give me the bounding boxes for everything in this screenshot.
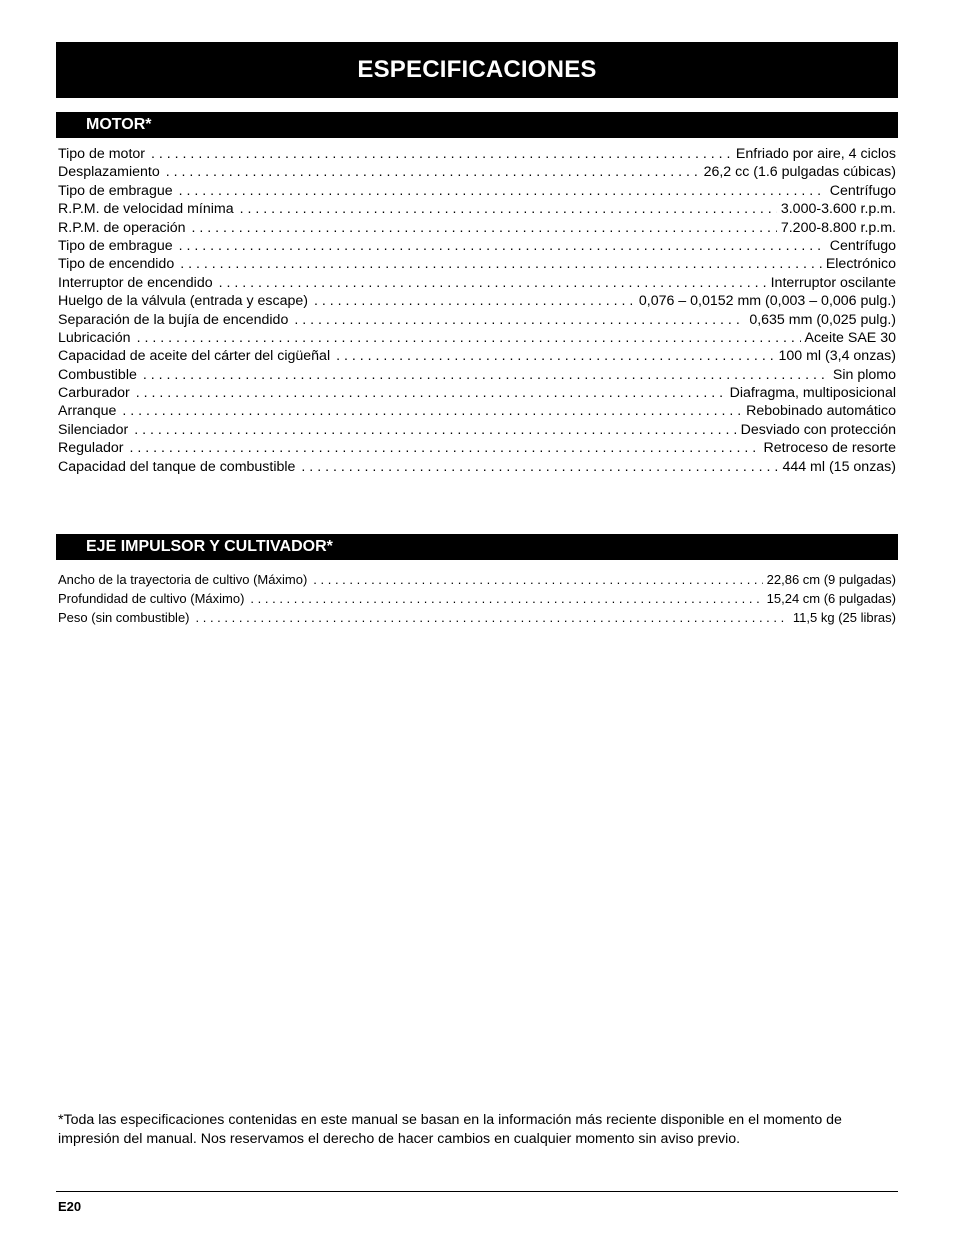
- spec-label: Capacidad del tanque de combustible: [58, 458, 296, 475]
- spec-row: [58, 590, 896, 609]
- dot-leader: [240, 200, 777, 218]
- spec-value: Retroceso de resorte: [763, 440, 896, 457]
- dot-leader: [196, 609, 789, 628]
- spec-value: 15,24 cm (6 pulgadas): [766, 590, 896, 606]
- footnote: *Toda las especificaciones contenidas en este manual se basan en la información más reciente disponible en el momento de impresión del manual. Nos reservamos el derecho de hacer cambios en cualquier momento sin aviso previo.: [58, 1112, 842, 1147]
- motor-spec-list: [58, 145, 896, 476]
- spec-label: Tipo de embrague: [58, 182, 173, 199]
- spec-row: [58, 458, 896, 476]
- dot-leader: [129, 439, 759, 457]
- spec-row: [58, 145, 896, 163]
- dot-leader: [136, 384, 726, 402]
- spec-label: Lubricación: [58, 329, 131, 346]
- spec-row: [58, 311, 896, 329]
- section-heading-eje: EJE IMPULSOR Y CULTIVADOR*: [86, 538, 333, 555]
- dot-leader: [151, 145, 732, 163]
- spec-value: Sin plomo: [832, 366, 896, 383]
- dot-leader: [192, 219, 777, 237]
- footer-divider: [56, 1191, 898, 1192]
- spec-row: [58, 366, 896, 384]
- spec-label: Separación de la bujía de encendido: [58, 311, 289, 328]
- spec-row: [58, 200, 896, 218]
- spec-row: [58, 255, 896, 273]
- dot-leader: [179, 237, 826, 255]
- spec-label: Capacidad de aceite del cárter del cigüeñal: [58, 348, 331, 365]
- spec-label: Regulador: [58, 440, 124, 457]
- spec-row: [58, 347, 896, 365]
- spec-value: Aceite SAE 30: [804, 329, 896, 346]
- section-heading-motor: MOTOR*: [86, 116, 152, 133]
- spec-value: Interruptor oscilante: [770, 274, 896, 291]
- dot-leader: [301, 458, 778, 476]
- spec-label: R.P.M. de velocidad mínima: [58, 201, 234, 218]
- spec-label: Peso (sin combustible): [58, 609, 190, 625]
- dot-leader: [137, 329, 801, 347]
- dot-leader: [314, 292, 635, 310]
- spec-value: 3.000-3.600 r.p.m.: [780, 201, 896, 218]
- spec-label: Carburador: [58, 385, 130, 402]
- dot-leader: [250, 590, 762, 609]
- spec-row: [58, 421, 896, 439]
- spec-value: Centrífugo: [829, 237, 896, 254]
- spec-value: 22,86 cm (9 pulgadas): [766, 572, 896, 587]
- spec-value: Centrífugo: [829, 182, 896, 199]
- spec-label: Combustible: [58, 366, 137, 383]
- dot-leader: [166, 163, 700, 181]
- spec-value: 0,076 – 0,0152 mm (0,003 – 0,006 pulg.): [638, 293, 896, 310]
- spec-value: Enfriado por aire, 4 ciclos: [735, 146, 896, 162]
- spec-label: Ancho de la trayectoria de cultivo (Máximo): [58, 572, 308, 587]
- spec-row: [58, 402, 896, 420]
- spec-row: [58, 163, 896, 181]
- spec-row: [58, 274, 896, 292]
- spec-row: [58, 439, 896, 457]
- spec-label: Tipo de encendido: [58, 256, 175, 273]
- dot-leader: [134, 421, 736, 439]
- dot-leader: [122, 402, 742, 420]
- spec-label: Desplazamiento: [58, 164, 160, 181]
- spec-label: Arranque: [58, 403, 117, 420]
- spec-row: [58, 182, 896, 200]
- spec-row: [58, 609, 896, 628]
- spec-value: 26,2 cc (1.6 pulgadas cúbicas): [703, 164, 896, 181]
- dot-leader: [180, 255, 822, 273]
- page-title: ESPECIFICACIONES: [357, 56, 597, 83]
- spec-value: Rebobinado automático: [746, 403, 896, 420]
- spec-row: [58, 237, 896, 255]
- page-number: E20: [58, 1199, 82, 1214]
- section-header-motor: [56, 112, 898, 138]
- spec-label: Silenciador: [58, 421, 129, 438]
- dot-leader: [294, 311, 745, 329]
- spec-value: 11,5 kg (25 libras): [792, 609, 896, 625]
- dot-leader: [313, 571, 762, 590]
- dot-leader: [219, 274, 767, 292]
- spec-label: Interruptor de encendido: [58, 274, 213, 291]
- dot-leader: [179, 182, 826, 200]
- spec-label: R.P.M. de operación: [58, 219, 186, 236]
- spec-label: Profundidad de cultivo (Máximo): [58, 590, 245, 606]
- spec-row: [58, 329, 896, 347]
- spec-value: Desviado con protección: [740, 421, 896, 438]
- spec-label: Tipo de embrague: [58, 237, 173, 254]
- eje-spec-list: [58, 571, 896, 627]
- spec-value: Diafragma, multiposicional: [729, 385, 896, 402]
- spec-value: 100 ml (3,4 onzas): [778, 348, 896, 365]
- spec-value: Electrónico: [825, 256, 896, 273]
- page-title-bar: [56, 42, 898, 98]
- spec-row: [58, 292, 896, 310]
- spec-label: Huelgo de la válvula (entrada y escape): [58, 293, 309, 310]
- dot-leader: [143, 366, 829, 384]
- spec-row: [58, 219, 896, 237]
- spec-row: [58, 571, 896, 590]
- dot-leader: [336, 347, 774, 365]
- spec-value: 0,635 mm (0,025 pulg.): [749, 311, 896, 328]
- spec-label: Tipo de motor: [58, 146, 146, 162]
- spec-value: 7.200-8.800 r.p.m.: [780, 219, 896, 236]
- spec-value: 444 ml (15 onzas): [782, 458, 896, 475]
- spec-row: [58, 384, 896, 402]
- section-header-eje: [56, 534, 898, 560]
